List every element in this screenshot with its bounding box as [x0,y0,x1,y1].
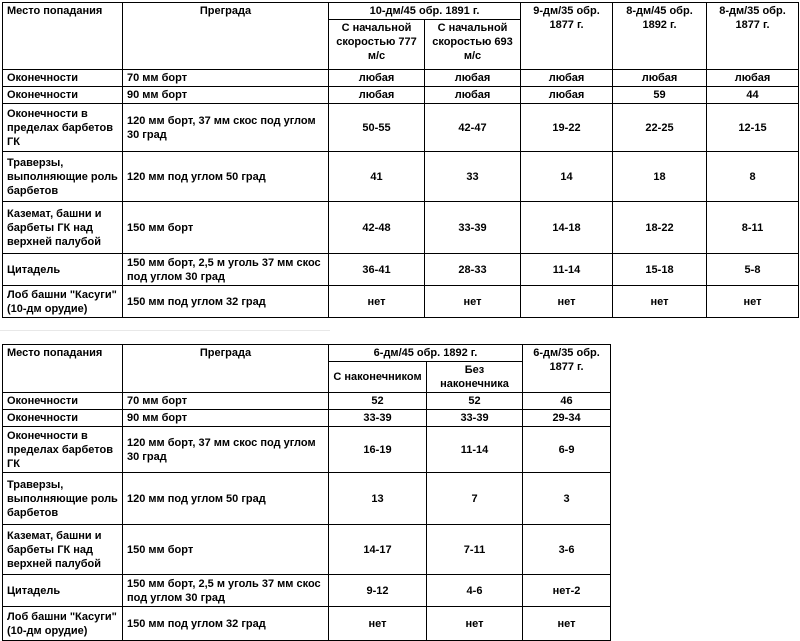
hit-location-cell: Траверзы, выполняющие роль барбетов [3,473,123,525]
table-row [3,254,799,286]
penetration-value-cell: любая [613,70,707,87]
penetration-value-cell: нет [329,286,425,318]
penetration-value-cell: любая [707,70,799,87]
penetration-value-cell: 41 [329,152,425,202]
table-row [3,575,611,607]
table-row [3,393,611,410]
obstacle-cell: 90 мм борт [123,410,329,427]
penetration-value-cell: 8-11 [707,202,799,254]
obstacle-cell: 150 мм борт, 2,5 м уголь 37 мм скос под углом 30 град [123,575,329,607]
penetration-value-cell: 28-33 [425,254,521,286]
table-row [3,104,799,152]
hit-location-cell: Каземат, башни и барбеты ГК над верхней палубой [3,525,123,575]
penetration-value-cell: 11-14 [521,254,613,286]
header-with-cap: С наконечником [329,362,427,393]
header-gun-10in-45: 10-дм/45 обр. 1891 г. [329,3,521,20]
penetration-value-cell: 4-6 [427,575,523,607]
penetration-value-cell: 16-19 [329,427,427,473]
obstacle-cell: 150 мм под углом 32 град [123,607,329,641]
penetration-value-cell: 33-39 [425,202,521,254]
penetration-value-cell: любая [521,87,613,104]
penetration-value-cell: нет [523,607,611,641]
penetration-value-cell: 52 [427,393,523,410]
header-without-cap: Без наконечника [427,362,523,393]
penetration-value-cell: нет [707,286,799,318]
header-location: Место попадания [3,345,123,393]
penetration-value-cell: любая [329,70,425,87]
penetration-value-cell: нет [329,607,427,641]
penetration-value-cell: 22-25 [613,104,707,152]
penetration-value-cell: 15-18 [613,254,707,286]
hit-location-cell: Оконечности [3,70,123,87]
penetration-value-cell: 13 [329,473,427,525]
penetration-value-cell: 36-41 [329,254,425,286]
hit-location-cell: Оконечности [3,87,123,104]
table-row [3,87,799,104]
penetration-value-cell: 14-18 [521,202,613,254]
hit-location-cell: Каземат, башни и барбеты ГК над верхней палубой [3,202,123,254]
penetration-value-cell: 33-39 [427,410,523,427]
penetration-value-cell: 42-47 [425,104,521,152]
penetration-value-cell: 18 [613,152,707,202]
obstacle-cell: 150 мм под углом 32 град [123,286,329,318]
hit-location-cell: Оконечности [3,393,123,410]
penetration-value-cell: 12-15 [707,104,799,152]
penetration-value-cell: 42-48 [329,202,425,254]
obstacle-cell: 150 мм борт, 2,5 м уголь 37 мм скос под углом 30 град [123,254,329,286]
obstacle-cell: 120 мм борт, 37 мм скос под углом 30 град [123,104,329,152]
penetration-value-cell: любая [521,70,613,87]
penetration-value-cell: 9-12 [329,575,427,607]
obstacle-cell: 120 мм борт, 37 мм скос под углом 30 град [123,427,329,473]
table-row [3,473,611,525]
hit-location-cell: Траверзы, выполняющие роль барбетов [3,152,123,202]
obstacle-cell: 70 мм борт [123,70,329,87]
penetration-value-cell: любая [329,87,425,104]
hit-location-cell: Лоб башни "Касуги" (10-дм орудие) [3,607,123,641]
obstacle-cell: 120 мм под углом 50 град [123,473,329,525]
obstacle-cell: 150 мм борт [123,202,329,254]
table-row [3,525,611,575]
penetration-value-cell: нет [425,286,521,318]
hit-location-cell: Цитадель [3,575,123,607]
obstacle-cell: 150 мм борт [123,525,329,575]
penetration-value-cell: любая [425,70,521,87]
header-gun-8in-35: 8-дм/35 обр. 1877 г. [707,3,799,70]
table-row [3,607,611,641]
penetration-value-cell: нет-2 [523,575,611,607]
header-velocity-693: С начальной скоростью 693 м/с [425,20,521,70]
penetration-value-cell: нет [521,286,613,318]
penetration-value-cell: 46 [523,393,611,410]
header-gun-8in-45: 8-дм/45 обр. 1892 г. [613,3,707,70]
table-row [3,202,799,254]
penetration-value-cell: 7 [427,473,523,525]
header-gun-6in-35: 6-дм/35 обр. 1877 г. [523,345,611,393]
penetration-value-cell: 8 [707,152,799,202]
penetration-value-cell: 33-39 [329,410,427,427]
penetration-value-cell: 52 [329,393,427,410]
penetration-value-cell: 19-22 [521,104,613,152]
penetration-value-cell: любая [425,87,521,104]
penetration-value-cell: 14-17 [329,525,427,575]
penetration-value-cell: 6-9 [523,427,611,473]
hit-location-cell: Цитадель [3,254,123,286]
penetration-table-large-guns [2,2,799,318]
hit-location-cell: Оконечности в пределах барбетов ГК [3,427,123,473]
obstacle-cell: 120 мм под углом 50 град [123,152,329,202]
penetration-value-cell: 18-22 [613,202,707,254]
obstacle-cell: 90 мм борт [123,87,329,104]
penetration-value-cell: 14 [521,152,613,202]
penetration-value-cell: 5-8 [707,254,799,286]
header-gun-9in-35: 9-дм/35 обр. 1877 г. [521,3,613,70]
penetration-value-cell: 44 [707,87,799,104]
penetration-value-cell: 7-11 [427,525,523,575]
hit-location-cell: Оконечности в пределах барбетов ГК [3,104,123,152]
header-location: Место попадания [3,3,123,70]
penetration-value-cell: 29-34 [523,410,611,427]
penetration-table-6in-guns [2,344,611,641]
penetration-value-cell: 59 [613,87,707,104]
obstacle-cell: 70 мм борт [123,393,329,410]
penetration-value-cell: 33 [425,152,521,202]
header-obstacle: Преграда [123,345,329,393]
table-row [3,286,799,318]
separator-line [0,330,330,331]
penetration-value-cell: нет [427,607,523,641]
table-row [3,427,611,473]
table-row [3,152,799,202]
penetration-value-cell: нет [613,286,707,318]
penetration-value-cell: 3-6 [523,525,611,575]
header-obstacle: Преграда [123,3,329,70]
hit-location-cell: Лоб башни "Касуги" (10-дм орудие) [3,286,123,318]
penetration-value-cell: 3 [523,473,611,525]
table-row [3,70,799,87]
penetration-value-cell: 50-55 [329,104,425,152]
hit-location-cell: Оконечности [3,410,123,427]
header-velocity-777: С начальной скоростью 777 м/с [329,20,425,70]
penetration-value-cell: 11-14 [427,427,523,473]
header-gun-6in-45: 6-дм/45 обр. 1892 г. [329,345,523,362]
table-row [3,410,611,427]
